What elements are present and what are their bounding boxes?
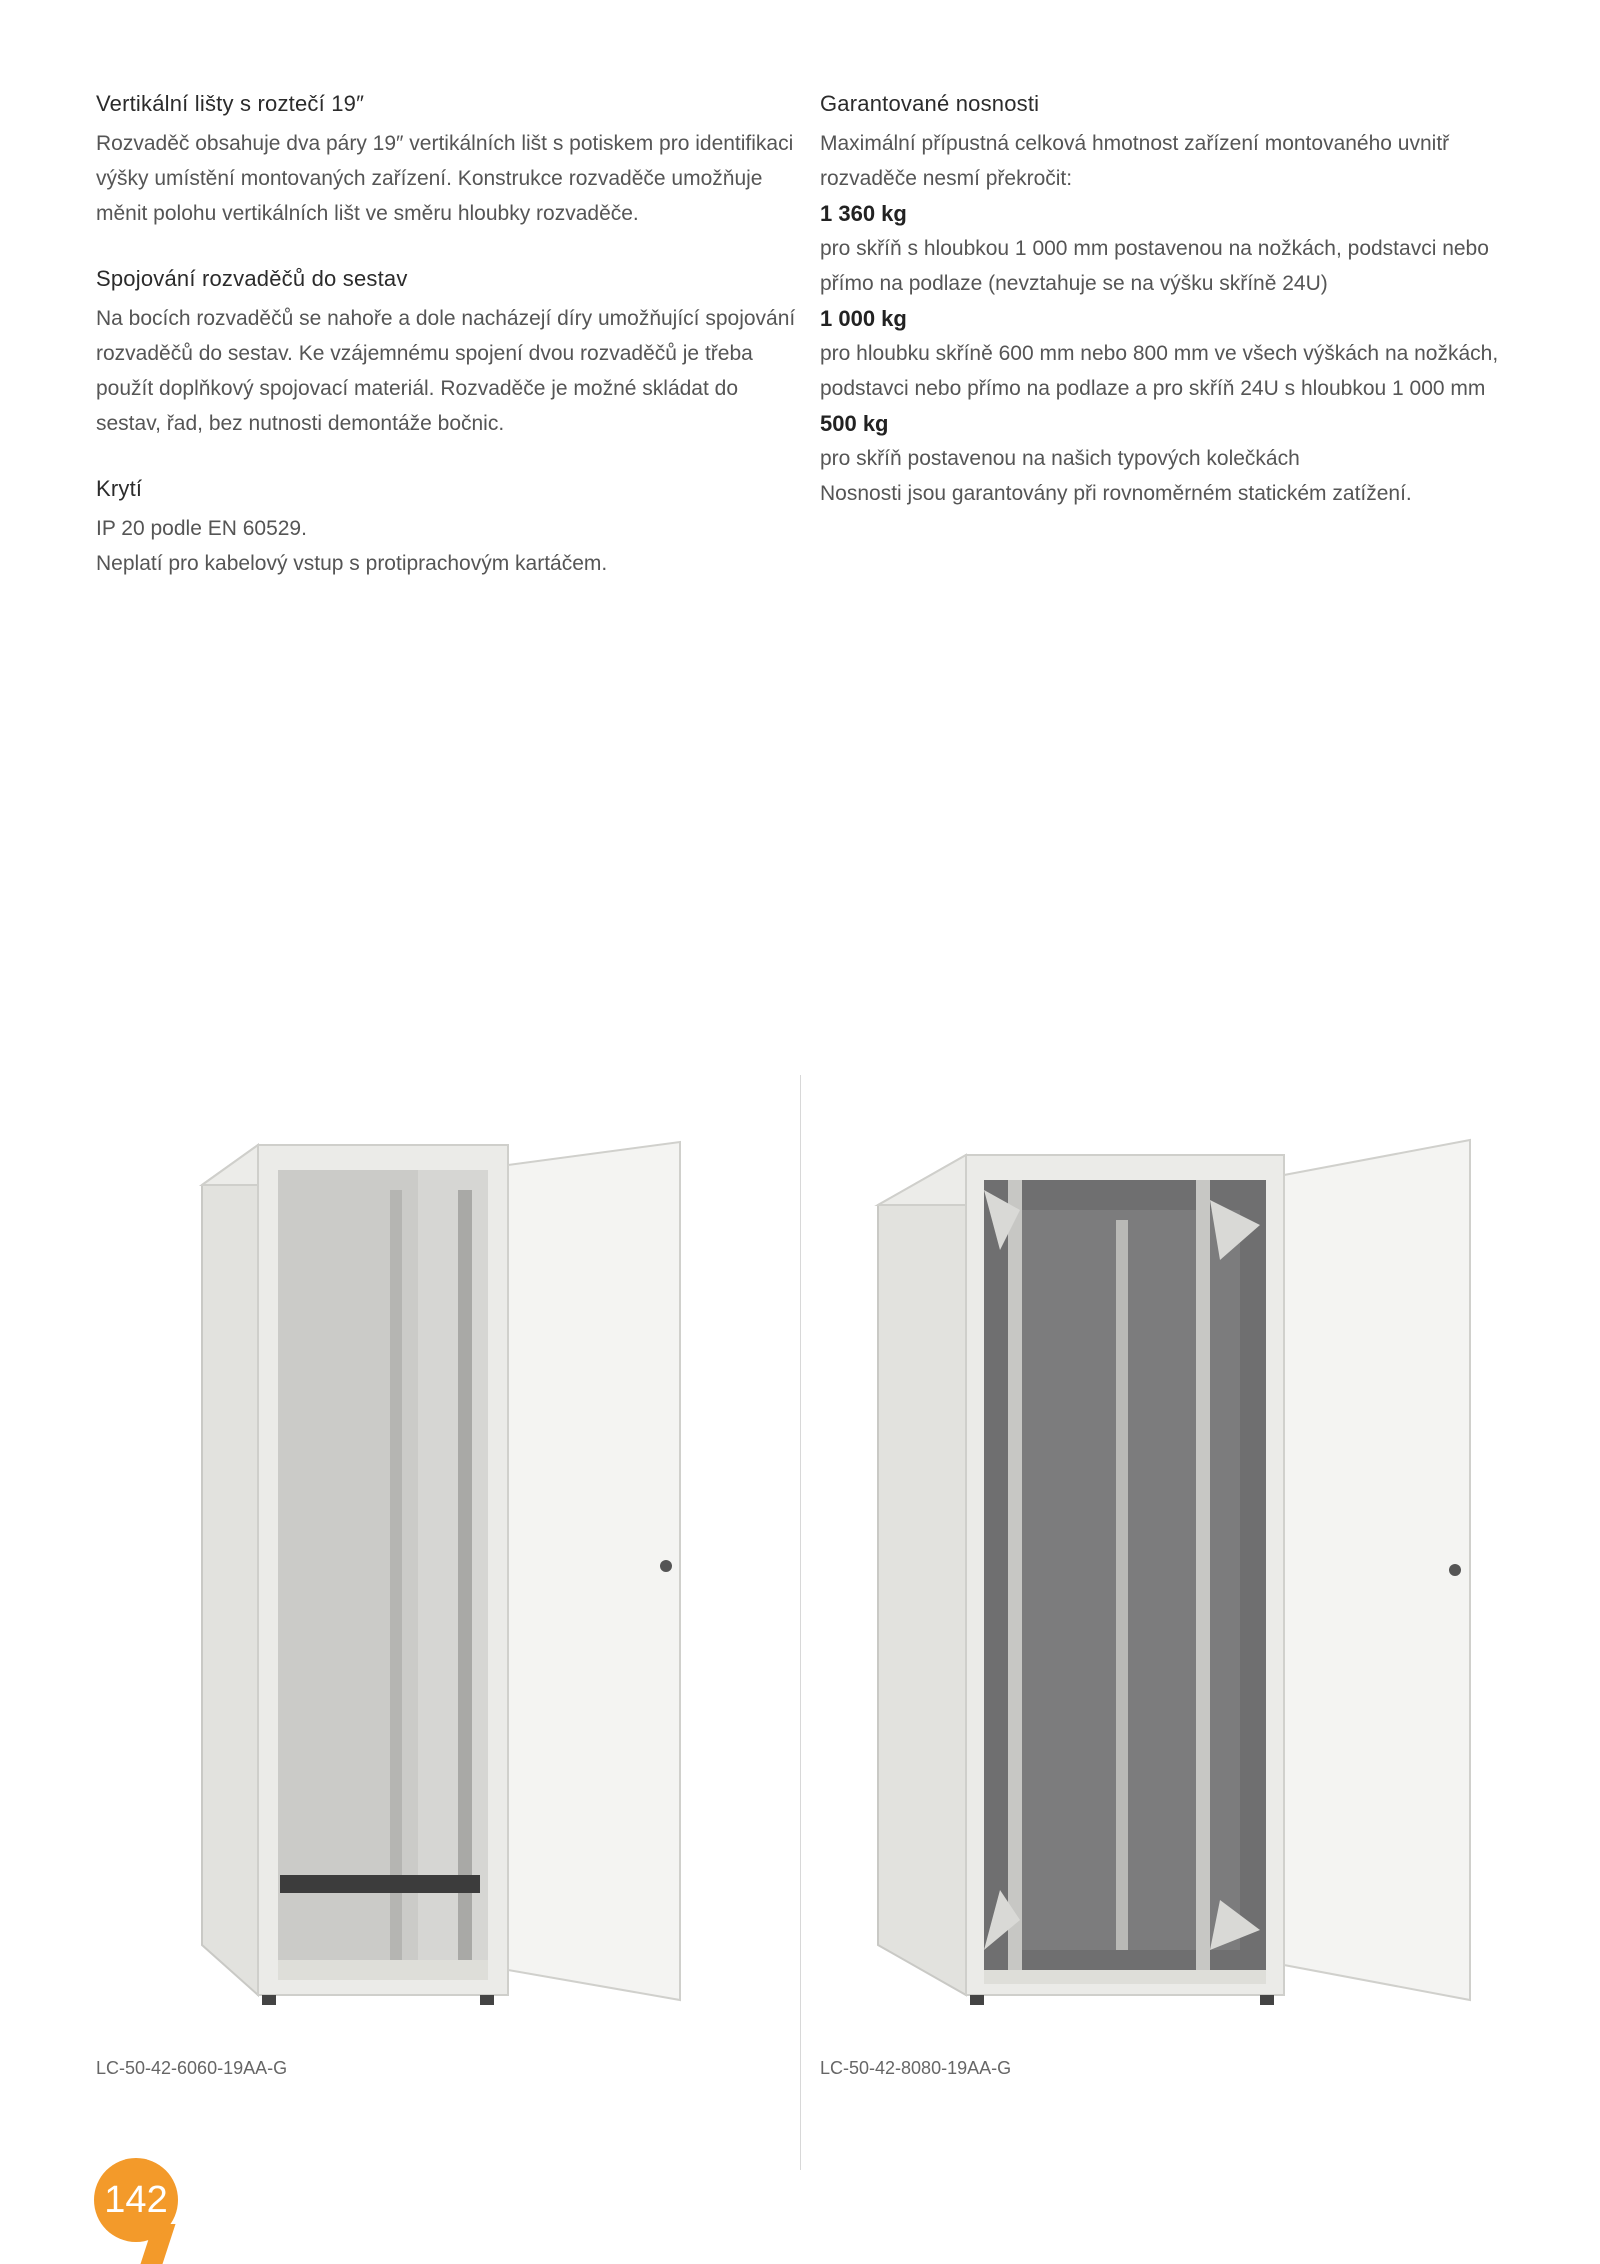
section-vertical-rails [96,90,796,231]
column-divider [800,1075,801,2170]
section-paragraph: Rozvaděč obsahuje dva páry 19″ vertikálních lišt s potiskem pro identifikaci výšky umístění montovaných zařízení. Konstrukce rozvaděče umožňuje měnit polohu vertikálních lišt ve směru hloubky rozvaděče. [96,132,794,225]
section-heading: Garantované nosnosti [820,91,1040,116]
ip-note: Neplatí pro kabelový vstup s protiprachovým kartáčem. [96,552,608,575]
product-caption: LC-50-42-8080-19AA-G [820,2058,1012,2078]
page-number-badge: 142 [94,2158,178,2242]
cabinet-image-6060 [190,1130,690,2010]
load-weight: 500 kg [820,411,889,436]
right-text-column [820,90,1520,511]
load-text: pro hloubku skříně 600 mm nebo 800 mm ve všech výškách na nožkách, podstavci nebo přímo na podlaze a pro skříň 24U s hloubkou 1 000 mm [820,342,1499,400]
product-caption: LC-50-42-6060-19AA-G [96,2058,288,2078]
section-paragraph: Na bocích rozvaděčů se nahoře a dole nacházejí díry umožňující spojování rozvaděčů do sestav. Ke vzájemnému spojení dvou rozvaděčů je třeba použít doplňkový spojovací materiál. Rozvaděče je možné skládat do sestav, řad, bez nutnosti demontáže bočnic. [96,307,796,435]
section-ip-rating [96,475,796,581]
load-text: pro skříň s hloubkou 1 000 mm postavenou na nožkách, podstavci nebo přímo na podlaze (nevztahuje se na výšku skříně 24U) [820,237,1489,295]
section-heading: Krytí [96,476,143,501]
load-intro: Maximální přípustná celková hmotnost zařízení montovaného uvnitř rozvaděče nesmí překročit: [820,132,1450,190]
cabinet-image-8080 [870,1130,1480,2010]
left-text-column [96,90,796,615]
section-heading: Spojování rozvaděčů do sestav [96,266,408,291]
ip-line: IP 20 podle EN 60529. [96,517,307,540]
section-heading: Vertikální lišty s roztečí 19″ [96,91,365,116]
load-text: pro skříň postavenou na našich typových kolečkách [820,447,1300,470]
load-note: Nosnosti jsou garantovány při rovnoměrném statickém zatížení. [820,482,1412,505]
section-joining [96,265,796,441]
load-weight: 1 360 kg [820,201,907,226]
load-weight: 1 000 kg [820,306,907,331]
